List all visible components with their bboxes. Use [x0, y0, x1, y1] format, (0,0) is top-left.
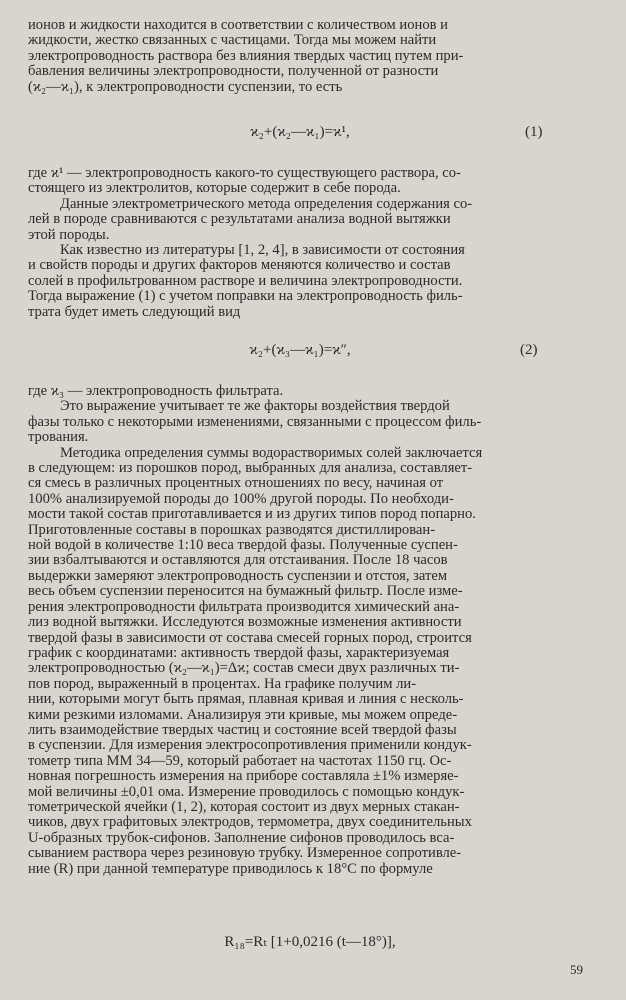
text-line: электропроводностью (ϰ₂—ϰ₁)=Δϰ; состав смеси двух различных ти- [28, 660, 460, 677]
text-line: новная погрешность измерения на приборе составляла ±1% измеряе- [28, 768, 459, 785]
text-line: этой породы. [28, 226, 110, 243]
page-number: 59 [570, 962, 583, 977]
text-line: трования. [28, 429, 89, 446]
text-line: где ϰ₃ — электропроводность фильтрата. [28, 383, 284, 399]
text-line: чиков, двух графитовых электродов, термометра, двух соединительных [28, 814, 472, 831]
text-line: Это выражение учитывает те же факторы воздействия твердой [60, 398, 450, 415]
text-line: и свойств породы и других факторов меняются количество и состав [28, 257, 451, 274]
text-line: мости такой состав приготавливается и из других типов пород попарно. [28, 506, 476, 523]
text-line: мой величины ±0,01 ома. Измерение проводилось с помощью кондук- [28, 783, 465, 800]
text-line: выдержки замеряют электропроводность суспензии и отстоя, затем [28, 567, 448, 584]
text-line: 100% анализируемой породы до 100% другой породы. По необходи- [28, 490, 454, 507]
text-line: нии, которыми могут быть прямая, плавная кривая и линия с несколь- [28, 691, 464, 708]
text-line: бавления величины электропроводности, полученной от разности [28, 63, 439, 80]
formula-3-expression: R₁₈=Rₜ [1+0,0216 (t—18°)], [224, 934, 396, 950]
text-line: сыванием раствора через резиновую трубку. Измеренное сопротивле- [28, 845, 462, 862]
text-line: Методика определения суммы водорастворимых солей заключается [60, 444, 483, 461]
text-line: лиз водной вытяжки. Исследуются возможные изменения активности [28, 614, 462, 631]
text-line: фазы только с некоторыми изменениями, связанными с процессом филь- [28, 413, 482, 430]
paragraph-intro [28, 18, 584, 95]
text-line: тометр типа ММ 34—59, который работает на частотах 1150 гц. Ос- [28, 752, 452, 769]
text-line: зии взбалтываются и оставляются для отстаивания. После 18 часов [28, 552, 448, 569]
text-line: весь объем суспензии переносится на бумажный фильтр. После изме- [28, 583, 463, 600]
text-line: электропроводность раствора без влияния твердых частиц путем при- [28, 47, 464, 64]
paragraph-methodology [28, 384, 584, 877]
text-line: (ϰ₂—ϰ₁), к электропроводности суспензии, то есть [28, 78, 343, 95]
text-line: Как известно из литературы [1, 2, 4], в зависимости от состояния [60, 242, 465, 259]
formula-2-expression: ϰ₂+(ϰ₃—ϰ₁)=ϰ″, [249, 342, 351, 358]
text-line: стоящего из электролитов, которые содержит в себе порода. [28, 180, 401, 197]
text-line: жидкости, жестко связанных с частицами. Тогда мы можем найти [28, 32, 437, 49]
text-line: Тогда выражение (1) с учетом поправки на электропроводность филь- [28, 288, 463, 305]
text-line: U-образных трубок-сифонов. Заполнение сифонов проводилось вса- [28, 829, 455, 846]
text-line: солей в профильтрованном растворе и величина электропроводности. [28, 272, 463, 289]
formula-2-number: (2) [520, 342, 538, 358]
text-line: ионов и жидкости находится в соответствии с количеством ионов и [28, 17, 448, 33]
text-line: где ϰ¹ — электропроводность какого-то существующего раствора, со- [28, 165, 461, 181]
text-line: ние (R) при данной температуре приводилось к 18°C по формуле [28, 860, 433, 877]
formula-1-expression: ϰ₂+(ϰ₂—ϰ₁)=ϰ¹, [250, 124, 350, 140]
text-line: в суспензии. Для измерения электросопротивления применили кондук- [28, 737, 472, 754]
text-line: твердой фазы в зависимости от состава смесей горных пород, строится [28, 629, 472, 646]
text-line: график с координатами: активность твердой фазы, характеризуемая [28, 644, 450, 661]
text-line: кими резкими изломами. Анализируя эти кривые, мы можем опреде- [28, 706, 458, 723]
paragraph-definition [28, 166, 584, 320]
text-line: Данные электрометрического метода определения содержания со- [60, 195, 473, 212]
text-line: лить взаимодействие твердых частиц и состояние всей твердой фазы [28, 721, 457, 738]
text-line: в следующем: из порошков пород, выбранных для анализа, составляет- [28, 460, 473, 477]
text-line: лей в породе сравниваются с результатами анализа водной вытяжки [28, 211, 451, 228]
text-line: ной водой в количестве 1:10 веса твердой фазы. Полученные суспен- [28, 537, 458, 554]
text-line: Приготовленные составы в порошках разводятся дистиллирован- [28, 521, 436, 538]
formula-1-number: (1) [525, 124, 543, 140]
text-line: тометрической ячейки (1, 2), которая состоит из двух мерных стакан- [28, 798, 460, 815]
text-line: трата будет иметь следующий вид [28, 303, 241, 320]
text-line: ся смесь в различных процентных отношениях по весу, начиная от [28, 475, 444, 492]
text-line: рения электропроводности фильтрата производится химический ана- [28, 598, 460, 615]
text-line: пов пород, выраженный в процентах. На графике получим ли- [28, 675, 417, 692]
